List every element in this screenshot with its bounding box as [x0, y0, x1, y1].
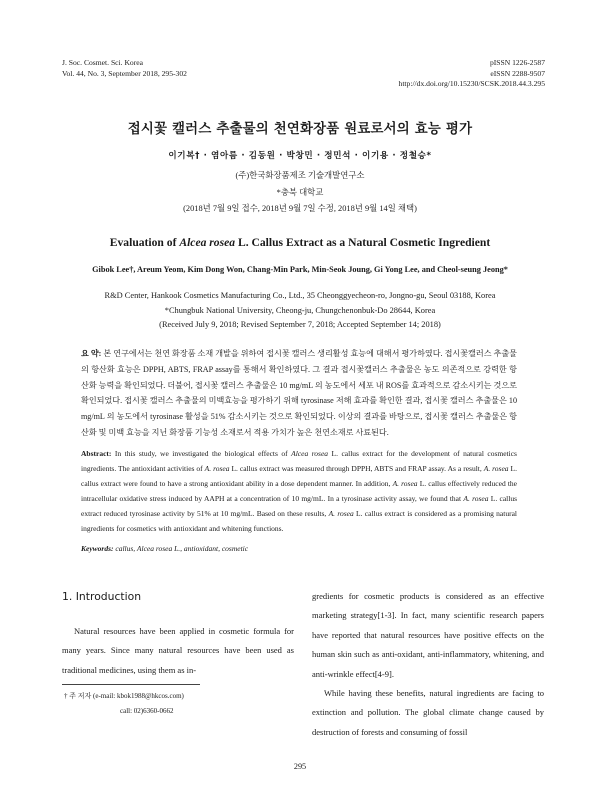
abstract-species: A. rosea: [463, 494, 489, 503]
abstract-species: A. rosea: [328, 509, 354, 518]
journal-volume: Vol. 44, No. 3, September 2018, 295-302: [62, 68, 187, 78]
english-dates: (Received July 9, 2018; Revised September 7, 2018; Accepted September 14; 2018): [159, 320, 441, 330]
korean-authors: 이기복† · 염아름 · 김동원 · 박창민 · 정민석 · 이기용 · 정철승*: [168, 151, 432, 161]
journal-header: [62, 58, 187, 79]
footnote: [64, 689, 184, 719]
abstract-text: L. callus extract is considered as a promising natural ingredients for cosmetics with antioxidant and whitening functions.: [81, 509, 517, 533]
body-paragraph: While having these benefits, natural ingredients are facing to extinction and pollution. The global climate change caused by destruction of forests and consuming of fossil: [312, 688, 544, 737]
english-affiliations: [0, 289, 600, 333]
korean-abstract: [81, 346, 517, 441]
footnote-author: † 주 저자 (e-mail: kbok1988@hkcos.com): [64, 692, 184, 700]
english-title-part: L. Callus Extract as a Natural Cosmetic Ingredient: [235, 236, 491, 249]
abstract-text: L. callus extract reduced tyrosinase activity by 51% at 10 mg/mL. Based on these results,: [81, 494, 517, 518]
abstract-species: A. rosea: [483, 464, 509, 473]
abstract-species: A. rosea: [392, 479, 418, 488]
footnote-call: call: 02)6360-0662: [120, 707, 174, 715]
issn-header: [399, 58, 545, 90]
journal-name: J. Soc. Cosmet. Sci. Korea: [62, 58, 143, 67]
korean-affiliation-1: (주)한국화장품제조 기술개발연구소: [235, 171, 365, 180]
korean-abstract-label: 요 약:: [81, 349, 102, 358]
footnote-divider: [62, 684, 200, 685]
abstract-text: L. callus effectively reduced the intracellular oxidative stress induced by AAPH at a concentration of 10 mg/mL. In a tyrosinase activity assay, we found that: [81, 479, 517, 503]
english-affiliation-1: R&D Center, Hankook Cosmetics Manufacturing Co., Ltd., 35 Cheonggyecheon-ro, Jongno-gu, Seoul 03188, Korea: [104, 291, 496, 300]
keywords-text: callus, Alcea rosea L., antioxidant, cosmetic: [113, 544, 249, 553]
english-title: [0, 236, 600, 249]
abstract-species: A. rosea: [204, 464, 230, 473]
english-authors: Gibok Lee†, Areum Yeom, Kim Dong Won, Chang-Min Park, Min-Seok Joung, Gi Yong Lee, and Cheol-seung Jeong*: [92, 265, 508, 274]
page-number: 295: [293, 762, 307, 771]
abstract-text: L. callus extract were found to have a strong antioxidant ability in a dose dependent manner. In addition,: [81, 464, 517, 488]
abstract-text: L. callus extract was measured through DPPH, ABTS and FRAP assay. As a result,: [229, 464, 484, 473]
english-abstract-label: Abstract:: [81, 449, 112, 458]
abstract-text: L. callus extract for the development of natural cosmetics ingredients. The antioxidant activities of: [81, 449, 517, 473]
eissn: eISSN 2288-9507: [490, 68, 545, 78]
english-title-part: Evaluation of: [109, 236, 180, 249]
body-right-column: [312, 587, 544, 742]
korean-abstract-text: 본 연구에서는 천연 화장품 소재 개발을 위하여 접시꽃 캘러스 생리활성 효능에 대해서 평가하였다. 접시꽃캘러스 추출물의 항산화 효능은 DPPH, ABTS, FRAP assay를 통해서 확인하였다. 그 결과 접시꽃캘러스 추출물은 농도 의존적으로 강력한 항산화 능력을 확인되었다. 더불어, 접시꽃 캘러스 추출물은 10 mg/mL 의 농도에서 세포 내 ROS를 효과적으로 감소시키는 것으로 확인되었다. 접시꽃 캘러스 추출물의 미백효능을 평가하기 위해 tyrosinase 저해 효과를 확인한 결과, 접시꽃 캘러스 추출물은 10 mg/mL 의 농도에서 tyrosinase 활성을 51% 감소시키는 것으로 확인되었다. 이상의 결과를 바탕으로, 접시꽃 캘러스 추출물은 항산화 및 미백 효능을 지닌 화장품 기능성 소재로서 적용 가치가 높은 천연소재로 사료된다.: [81, 349, 517, 437]
abstract-species: Alcea rosea: [291, 449, 329, 458]
korean-affiliation-2: *충북 대학교: [276, 187, 324, 197]
body-paragraph: gredients for cosmetic products is considered as an effective marketing strategy[1-3]. In fact, many scientific research papers have reported that natural resources have positive effects on the human skin such as anti-oxidant, anti-inflammatory, whitening, and anti-wrinkle effect[4-9].: [312, 591, 544, 679]
section-title: 1. Introduction: [62, 590, 142, 603]
english-abstract: [81, 446, 517, 536]
doi-link[interactable]: http://dx.doi.org/10.15230/SCSK.2018.44.3.295: [398, 79, 545, 89]
pissn: pISSN 1226-2587: [489, 58, 545, 67]
abstract-text: In this study, we investigated the biological effects of: [111, 449, 292, 458]
korean-title: 접시꽃 캘러스 추출물의 천연화장품 원료로서의 효능 평가: [127, 122, 473, 137]
korean-affiliations: [0, 168, 600, 218]
korean-dates: (2018년 7월 9일 접수, 2018년 9월 7일 수정, 2018년 9월 14일 채택): [183, 204, 417, 213]
keywords: [81, 544, 517, 553]
english-affiliation-2: *Chungbuk National University, Cheong-ju, Chungchenonbuk-Do 28644, Korea: [164, 305, 436, 315]
keywords-label: Keywords:: [81, 544, 114, 553]
english-title-species: Alcea rosea: [179, 236, 236, 249]
body-left-column: Natural resources have been applied in cosmetic formula for many years. Since many natural resources have been used as traditional medicines, using them as in-: [62, 626, 294, 675]
